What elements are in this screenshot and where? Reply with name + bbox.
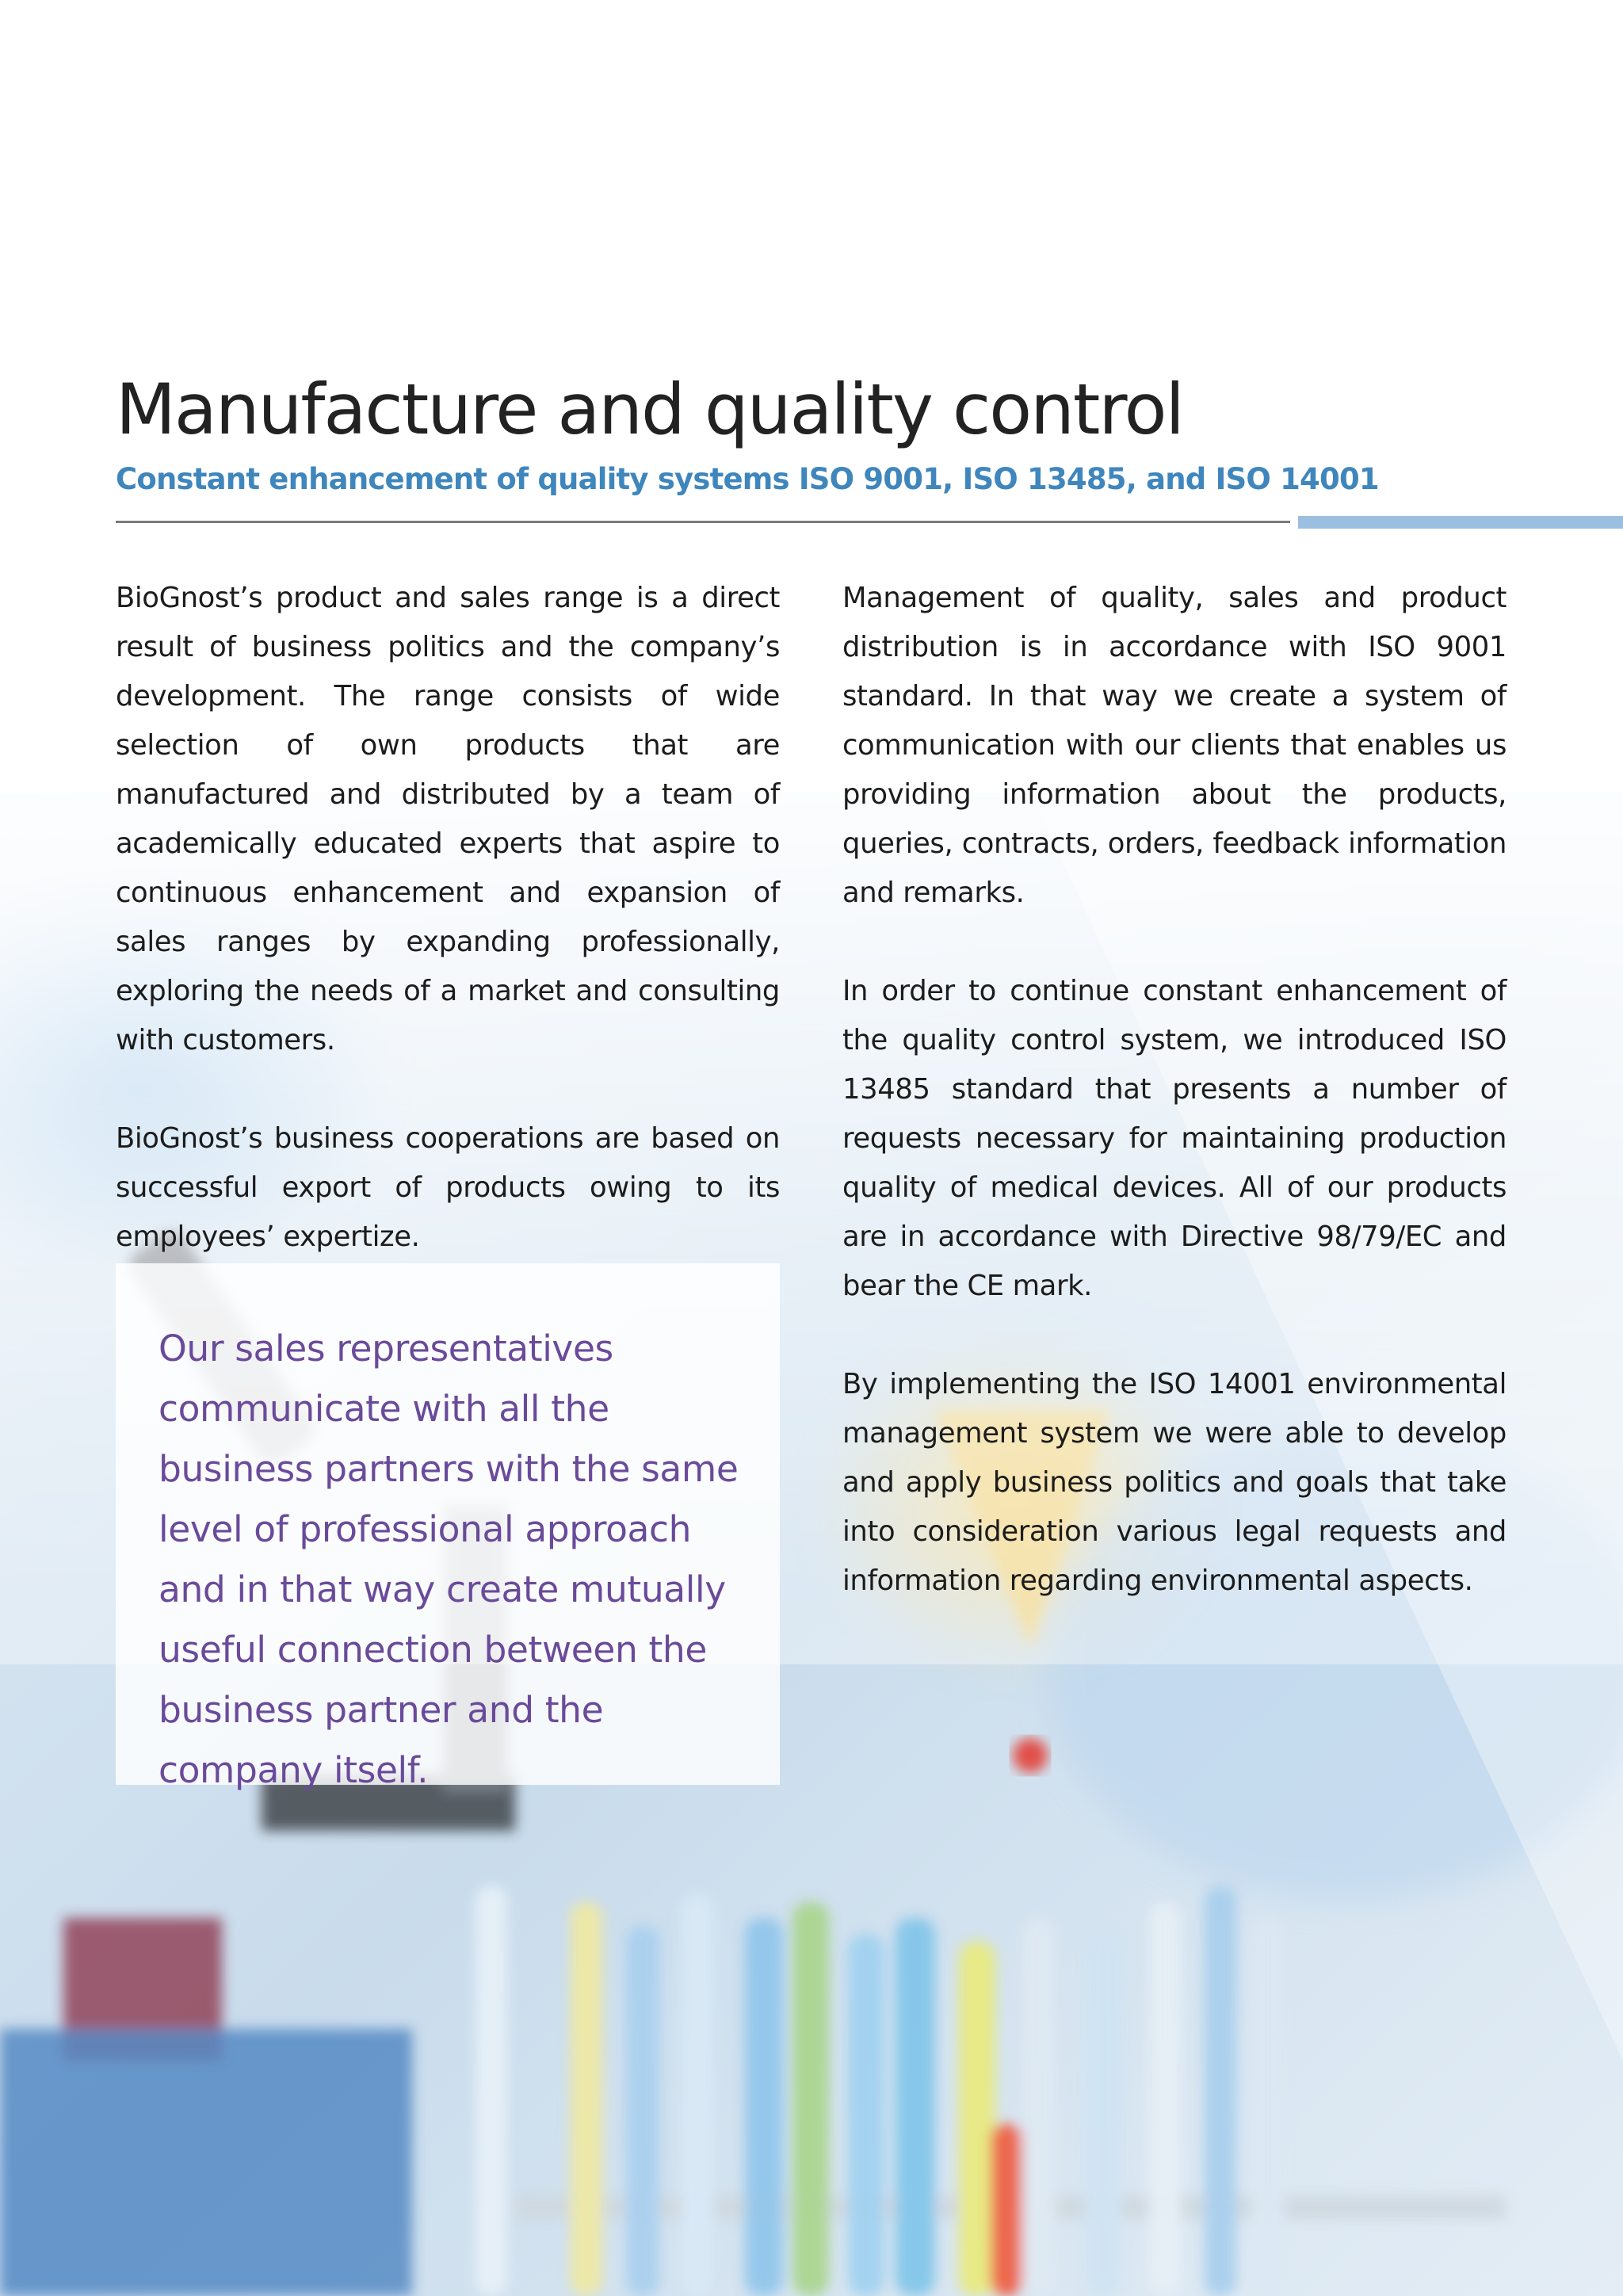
highlight-box [116, 1263, 780, 1791]
paragraph: Management of quality, sales and product distribution is in accordance with ISO 9001 standard. In that way we create a system of communication with our clients that enables us providing information about the products, queries, contracts, orders, feedback information and remarks. [842, 582, 1507, 909]
accent-bar [1298, 516, 1623, 529]
right-column [842, 574, 1507, 1655]
left-column [116, 574, 780, 1311]
paragraph: In order to continue constant enhancement of the quality control system, we introduced ISO 13485 standard that presents a number of requests necessary for maintaining production quality of medical devices. All of our products are in accordance with Directive 98/79/EC and bear the CE mark. [842, 975, 1507, 1302]
highlight-quote: Our sales representatives communicate with all the business partners with the same level of professional approach and in that way create mutually useful connection between the business partner and the company itself. [158, 1328, 739, 1791]
paragraph: BioGnost’s business cooperations are based on successful export of products owing to its employees’ expertize. [116, 1122, 780, 1253]
paragraph: By implementing the ISO 14001 environmental management system we were able to develop and apply business politics and goals that take into consideration various legal requests and information regarding environmental aspects. [842, 1368, 1507, 1597]
page-title: Manufacture and quality control [116, 369, 1183, 450]
page-subtitle: Constant enhancement of quality systems ISO 9001, ISO 13485, and ISO 14001 [116, 462, 1379, 496]
title-divider [116, 521, 1290, 523]
paragraph: BioGnost’s product and sales range is a direct result of business politics and the company’s development. The range consists of wide selection of own products that are manufactured and distributed by a team of academically educated experts that aspire to continuous enhancement and expansion of sales ranges by expanding professionally, exploring the needs of a market and consulting with customers. [116, 582, 780, 1056]
